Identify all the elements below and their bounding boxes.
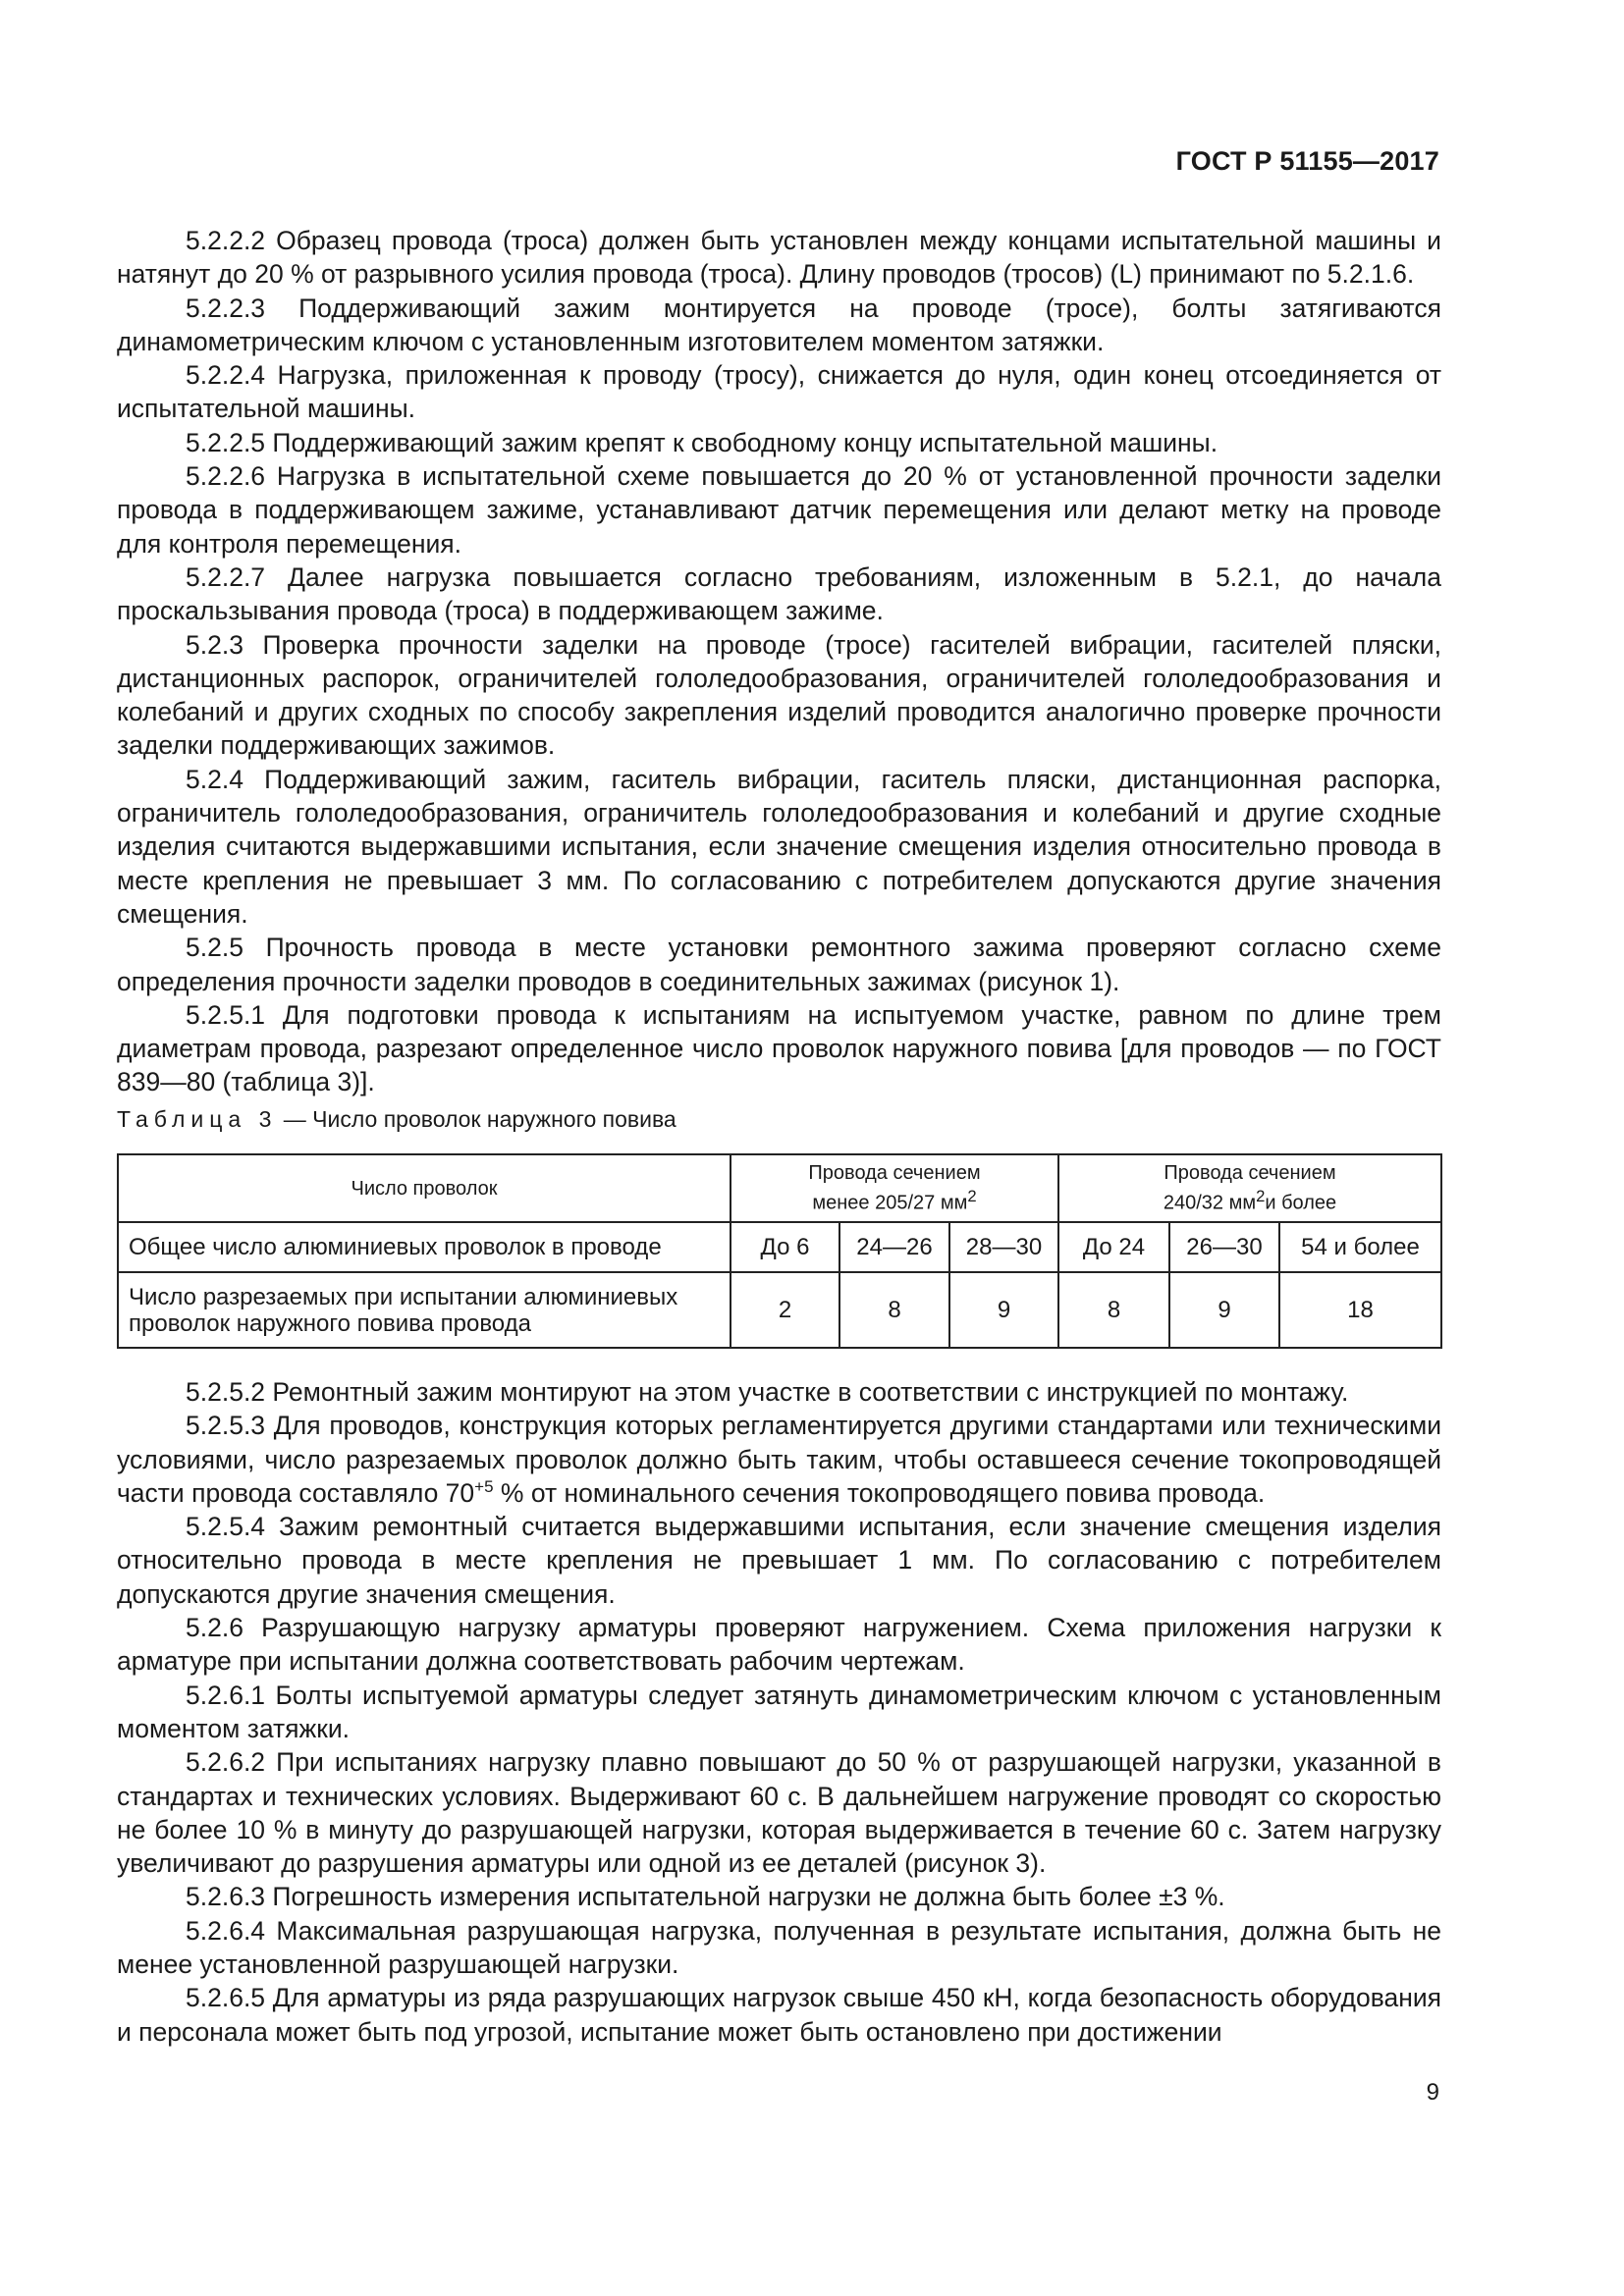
header-group1-sup: 2 bbox=[967, 1187, 977, 1206]
header-group1-line1: Провода сечением bbox=[808, 1162, 981, 1185]
page-number: 9 bbox=[1426, 2079, 1439, 2106]
table-cell: 28—30 bbox=[949, 1222, 1058, 1272]
table-cell: До 6 bbox=[731, 1222, 839, 1272]
table-caption-label: Таблица 3 bbox=[117, 1106, 278, 1132]
table-caption-title: — Число проволок наружного повива bbox=[277, 1106, 677, 1132]
paragraph-5-2-2-4: 5.2.2.4 Нагрузка, приложенная к проводу (тросу), снижается до нуля, один конец отсоединяется от испытательной машины. bbox=[117, 360, 1441, 424]
table-cell: 2 bbox=[731, 1272, 839, 1348]
paragraph-5-2-6-4: 5.2.6.4 Максимальная разрушающая нагрузка, полученная в результате испытания, должна быть не менее установленной разрушающей нагрузки. bbox=[117, 1915, 1441, 1980]
paragraph-5-2-5-2: 5.2.5.2 Ремонтный зажим монтируют на этом участке в соответствии с инструкцией по монтажу. bbox=[186, 1377, 1349, 1407]
paragraph-5-2-6: 5.2.6 Разрушающую нагрузку арматуры проверяют нагружением. Схема приложения нагрузки к арматуре при испытании должна соответствовать рабочим чертежам. bbox=[117, 1613, 1441, 1677]
table-cell: 9 bbox=[1169, 1272, 1279, 1348]
body-text-lower bbox=[117, 1375, 1441, 2049]
paragraph-5-2-2-3: 5.2.2.3 Поддерживающий зажим монтируется на проводе (тросе), болты затягиваются динамометрическим ключом с установленным изготовителем моментом затяжки. bbox=[117, 293, 1441, 356]
table-row-label: Общее число алюминиевых проволок в проводе bbox=[118, 1222, 731, 1272]
table-header-group-small bbox=[731, 1154, 1058, 1222]
header-group2-line2a: 240/32 мм bbox=[1163, 1192, 1257, 1214]
table-row bbox=[118, 1222, 1441, 1272]
body-text-upper bbox=[117, 224, 1441, 1099]
paragraph-5-2-5-4: 5.2.5.4 Зажим ремонтный считается выдержавшими испытания, если значение смещения изделия относительно провода в месте крепления не превышает 1 мм. По согласованию с потребителем допускаются другие значения смещения. bbox=[117, 1512, 1441, 1609]
table-row bbox=[118, 1272, 1441, 1348]
table-cell: 8 bbox=[1058, 1272, 1169, 1348]
document-header: ГОСТ Р 51155—2017 bbox=[1175, 146, 1439, 176]
wire-count-table bbox=[117, 1153, 1442, 1349]
paragraph-5-2-6-3: 5.2.6.3 Погрешность измерения испытательной нагрузки не должна быть более ±3 %. bbox=[186, 1882, 1225, 1912]
table-cell: 26—30 bbox=[1169, 1222, 1279, 1272]
header-group2-line2b: и более bbox=[1265, 1192, 1337, 1214]
paragraph-5-2-2-6: 5.2.2.6 Нагрузка в испытательной схеме повышается до 20 % от установленной прочности заделки провода в поддерживающем зажиме, устанавливают датчик перемещения или делают метку на проводе для контроля перемещения. bbox=[117, 461, 1441, 559]
table-cell: До 24 bbox=[1058, 1222, 1169, 1272]
table-header-cell: Число проволок bbox=[118, 1154, 731, 1222]
tolerance-superscript: +5 bbox=[474, 1477, 494, 1497]
paragraph-5-2-4: 5.2.4 Поддерживающий зажим, гаситель вибрации, гаситель пляски, дистанционная распорка, ограничитель гололедообразования, ограничитель гололедообразования и колебаний и другие сходные изделия считаются выдержавшими испытания, если значение смещения изделия относительно провода в месте крепления не превышает 3 мм. По согласованию с потребителем допускаются другие значения смещения. bbox=[117, 764, 1441, 929]
table-cell: 9 bbox=[949, 1272, 1058, 1348]
paragraph-5-2-6-2: 5.2.6.2 При испытаниях нагрузку плавно повышают до 50 % от разрушающей нагрузки, указанной в стандартах и технических условиях. Выдерживают 60 с. В дальнейшем нагружение проводят со скоростью не более 10 % в минуту до разрушающей нагрузки, которая выдерживается в течение 60 с. Затем нагрузку увеличивают до разрушения арматуры или одной из ее деталей (рисунок 3). bbox=[117, 1747, 1441, 1879]
table-cell: 54 и более bbox=[1279, 1222, 1441, 1272]
table-cell: 24—26 bbox=[839, 1222, 949, 1272]
paragraph-5-2-3: 5.2.3 Проверка прочности заделки на проводе (тросе) гасителей вибрации, гасителей пляски, дистанционных распорок, ограничителей гололедообразования, ограничителей гололедообразования и колебаний и других сходных по способу закрепления изделий проводится аналогично проверке прочности заделки поддерживающих зажимов. bbox=[117, 629, 1441, 761]
header-group1-line2: менее 205/27 мм bbox=[812, 1192, 968, 1214]
paragraph-5-2-2-5: 5.2.2.5 Поддерживающий зажим крепят к свободному концу испытательной машины. bbox=[186, 427, 1218, 457]
header-group2-line1: Провода сечением bbox=[1164, 1162, 1336, 1185]
paragraph-5-2-2-2: 5.2.2.2 Образец провода (троса) должен быть установлен между концами испытательной машины и натянут до 20 % от разрывного усилия провода (троса). Длину проводов (тросов) (L) принимают по 5.2.1.6. bbox=[117, 226, 1441, 290]
paragraph-5-2-2-7: 5.2.2.7 Далее нагрузка повышается согласно требованиям, изложенным в 5.2.1, до начала проскальзывания провода (троса) в поддерживающем зажиме. bbox=[117, 561, 1441, 626]
table-caption bbox=[117, 1106, 677, 1133]
header-group2-sup: 2 bbox=[1256, 1187, 1266, 1206]
paragraph-5-2-5-3-text: 5.2.5.3 Для проводов, конструкция которых регламентируется другими стандартами или техническими условиями, число разрезаемых проволок должно быть таким, чтобы оставшееся сечение токопроводящей части провода составляло 70 bbox=[117, 1411, 1441, 1508]
paragraph-5-2-5: 5.2.5 Прочность провода в месте установки ремонтного зажима проверяют согласно схеме определения прочности заделки проводов в соединительных зажимах (рисунок 1). bbox=[117, 933, 1441, 996]
paragraph-5-2-5-1: 5.2.5.1 Для подготовки провода к испытаниям на испытуемом участке, равном по длине трем диаметрам провода, разрезают определенное число проволок наружного повива [для проводов — по ГОСТ 839—80 (таблица 3)]. bbox=[117, 999, 1441, 1097]
paragraph-5-2-6-5: 5.2.6.5 Для арматуры из ряда разрушающих нагрузок свыше 450 кН, когда безопасность оборудования и персонала может быть под угрозой, испытание может быть остановлено при достижении bbox=[117, 1983, 1441, 2047]
table-cell: 8 bbox=[839, 1272, 949, 1348]
paragraph-5-2-5-3-text-end: % от номинального сечения токопроводящего повива провода. bbox=[493, 1477, 1266, 1508]
paragraph-5-2-6-1: 5.2.6.1 Болты испытуемой арматуры следует затянуть динамометрическим ключом с установленным моментом затяжки. bbox=[117, 1680, 1441, 1743]
table-header-group-large bbox=[1058, 1154, 1441, 1222]
table-header-row bbox=[118, 1154, 1441, 1222]
table-cell: 18 bbox=[1279, 1272, 1441, 1348]
table-row-label: Число разрезаемых при испытании алюминиевых проволок наружного повива провода bbox=[118, 1272, 731, 1348]
paragraph-5-2-5-3 bbox=[117, 1409, 1441, 1510]
